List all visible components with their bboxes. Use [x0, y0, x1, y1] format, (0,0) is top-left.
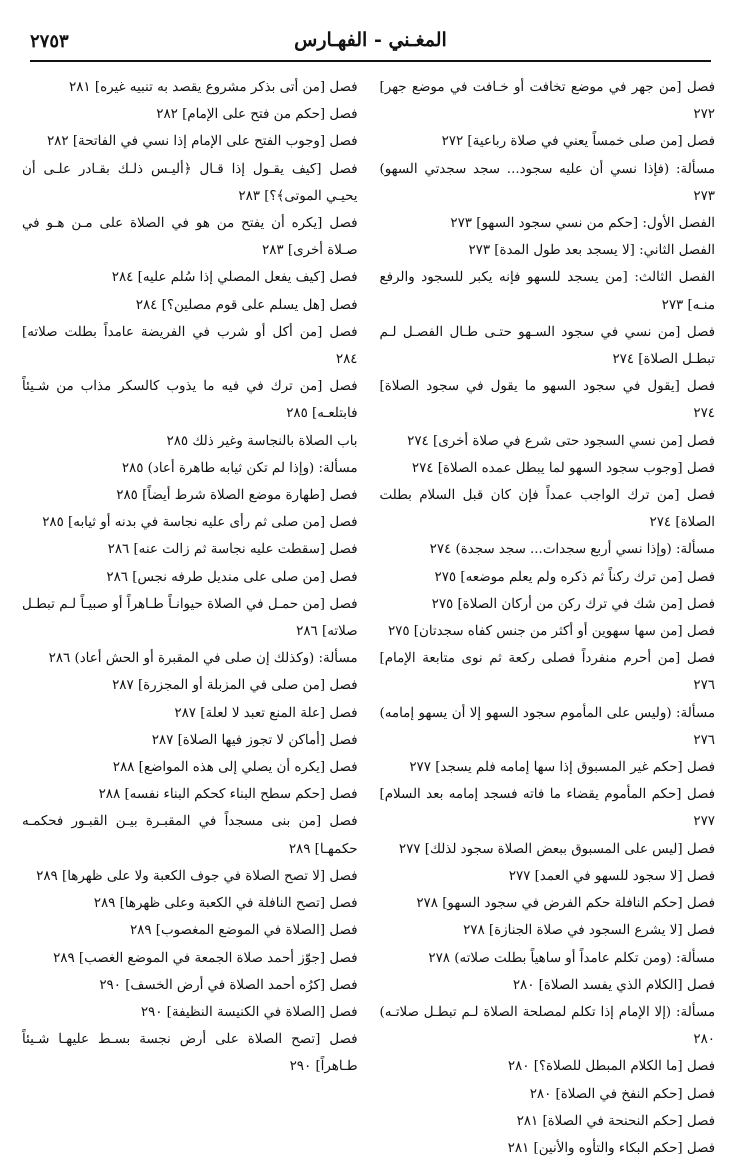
index-entry: فصل [من نسي في سجود السـهو حتـى طـال الفصـل لـم تبطـل الصلاة] ٢٧٤ [379, 324, 715, 368]
index-entry: فصل [حكم النافلة حكم الفرض في سجود السهو] ٢٧٨ [416, 896, 715, 912]
index-entry: فصل [حكم المأموم يقضاء ما فاته فسجد إمامه بعد السلام] ٢٧٧ [379, 787, 715, 830]
index-entry: فصل [وجوب الفتح على الإمام إذا نسي في الفاتحة] ٢٨٢ [46, 134, 358, 150]
index-entry: فصل [يكره أن يصلي إلى هذه المواضع] ٢٨٨ [112, 760, 358, 776]
index-entry: مسألة: (فإذا نسي أن عليه سجود... سجد سجدتي السهو) ٢٧٣ [379, 161, 715, 204]
index-entry: فصل [كرُه أحمد الصلاة في أرض الخسف] ٢٩٠ [99, 977, 358, 993]
index-entry: فصل [حكم من فتح على الإمام] ٢٨٢ [156, 107, 358, 123]
index-entry: فصل [لا يشرع السجود في صلاة الجنازة] ٢٧٨ [463, 923, 715, 939]
index-entry: مسألة: (إلا الإمام إذا تكلم لمصلحة الصلاة لـم تبطـل صلاتـه) ٢٨٠ [379, 1004, 715, 1048]
left-column [22, 74, 358, 1087]
index-entry: فصل [من ترك ركناً ثم ذكره ولم يعلم موضعه] ٢٧٥ [434, 569, 715, 585]
index-entry: باب الصلاة بالنجاسة وغير ذلك ٢٨٥ [166, 433, 358, 449]
index-entry: الفصل الأول: [حكم من نسي سجود السهو] ٢٧٣ [450, 216, 715, 232]
index-entry: فصل [جوّز أحمد صلاة الجمعة في الموضع الغصب] ٢٨٩ [53, 950, 358, 966]
index-entry: فصل [من حمـل في الصلاة حيوانـاً طـاهراً أو صبيـاً لـم تبطـل صلاته] ٢٨٦ [22, 596, 358, 640]
index-entry: فصل [أماكن لا تجوز فيها الصلاة] ٢٨٧ [151, 732, 358, 748]
running-head: المغـني - الفهـارس [294, 29, 447, 51]
index-entry: فصل [حكم النفخ في الصلاة] ٢٨٠ [529, 1086, 715, 1102]
index-entry: فصل [ما الكلام المبطل للصلاة؟] ٢٨٠ [507, 1059, 715, 1075]
index-entry: فصل [يقول في سجود السهو ما يقول في سجود الصلاة] ٢٧٤ [379, 379, 715, 422]
index-entry: فصل [حكم النحنحة في الصلاة] ٢٨١ [516, 1113, 715, 1129]
index-entry: فصل [وجوب سجود السهو لما يبطل عمده الصلاة] ٢٧٤ [411, 460, 715, 476]
index-entry: فصل [من ترك الواجب عمداً فإن كان قبل السلام بطلت الصلاة] ٢٧٤ [379, 488, 715, 531]
index-entry: فصل [من صلى على منديل طرفه نجس] ٢٨٦ [106, 569, 358, 585]
index-entry: فصل [من صلى في المزبلة أو المجزرة] ٢٨٧ [112, 678, 358, 694]
index-entry: فصل [من سها سهوين أو أكثر من جنس كفاه سجدتان] ٢٧٥ [387, 624, 715, 640]
index-entry: فصل [من صلى خمساً يعني في صلاة رباعية] ٢٧٢ [441, 134, 715, 150]
index-entry: فصل [سقطت عليه نجاسة ثم زالت عنه] ٢٨٦ [107, 542, 358, 558]
index-entry: فصل [يكره أن يفتح من هو في الصلاة على مـن هـو في صـلاة أخرى] ٢٨٣ [22, 216, 358, 259]
index-columns [22, 74, 715, 1156]
index-entry: مسألة: (وإذا نسي أربع سجدات... سجد سجدة) ٢٧٤ [429, 542, 715, 558]
page-header [30, 28, 711, 54]
index-entry: فصل [من أكل أو شرب في الفريضة عامداً بطلت صلاته] ٢٨٤ [22, 324, 358, 368]
index-entry: فصل [من أحرم منفرداً فصلى ركعة ثم نوى متابعة الإمام] ٢٧٦ [379, 651, 715, 694]
index-entry: فصل [حكم غير المسبوق إذا سها إمامه فلم يسجد] ٢٧٧ [409, 760, 715, 776]
index-entry: فصل [طهارة موضع الصلاة شرط أيضاً] ٢٨٥ [116, 488, 358, 504]
index-entry: الفصل الثالث: [من يسجد للسهو فإنه يكبر للسجود والرفع منـه] ٢٧٣ [379, 270, 715, 313]
index-entry: فصل [كيف يفعل المصلي إذا سُلم عليه] ٢٨٤ [111, 270, 358, 286]
index-entry: فصل [حكم سطح البناء كحكم البناء نفسه] ٢٨٨ [98, 787, 358, 803]
index-entry: فصل [لا سجود للسهو في العمد] ٢٧٧ [508, 868, 715, 884]
page-number: ٢٧٥٣ [30, 31, 69, 52]
index-entry: فصل [من أتى بذكر مشروع يقصد به تنبيه غيره] ٢٨١ [69, 80, 358, 95]
index-entry: مسألة: (وكذلك إن صلى في المقبرة أو الحش أعاد) ٢٨٦ [48, 651, 358, 667]
right-column [379, 74, 716, 1156]
index-entry: فصل [تصح النافلة في الكعبة وعلى ظهرها] ٢٨٩ [93, 896, 358, 912]
index-entry: فصل [ليس على المسبوق ببعض الصلاة سجود لذلك] ٢٧٧ [398, 841, 715, 857]
index-entry: فصل [من صلى ثم رأى عليه نجاسة في بدنه أو ثيابه] ٢٨٥ [42, 515, 358, 531]
index-entry: فصل [من شك في ترك ركن من أركان الصلاة] ٢٧٥ [431, 596, 715, 612]
index-entry: الفصل الثاني: [لا يسجد بعد طول المدة] ٢٧٣ [468, 243, 715, 259]
header-rule [30, 60, 711, 62]
index-entry: فصل [الصلاة في الكنيسة النظيفة] ٢٩٠ [140, 1004, 358, 1020]
index-entry: فصل [من نسي السجود حتى شرع في صلاة أخرى] ٢٧٤ [407, 433, 715, 449]
index-entry: فصل [لا تصح الصلاة في جوف الكعبة ولا على ظهرها] ٢٨٩ [36, 868, 358, 884]
index-entry: فصل [الكلام الذي يفسد الصلاة] ٢٨٠ [512, 977, 715, 993]
index-entry: مسألة: (وليس على المأموم سجود السهو إلا أن يسهو إمامه) ٢٧٦ [379, 705, 715, 748]
index-entry: فصل [تصح الصلاة على أرض نجسة بسـط عليهـا شـيئاً طـاهراً] ٢٩٠ [22, 1032, 358, 1075]
index-entry: مسألة: (وإذا لم تكن ثيابه طاهرة أعاد) ٢٨٥ [121, 460, 358, 476]
index-entry: فصل [كيف يقـول إذا قـال ﴿أليـس ذلـك بقـادر علـى أن يحيـي الموتى﴾؟] ٢٨٣ [22, 161, 358, 204]
index-entry: فصل [حكم البكاء والتأوه والأنين] ٢٨١ [507, 1140, 715, 1156]
index-entry: فصل [من جهر في موضع تخافت أو خـافت في موضع جهر] ٢٧٢ [379, 80, 715, 123]
index-entry: فصل [من بنى مسجداً في المقبـرة بيـن القبـور فحكمـه حكمهـا] ٢٨٩ [22, 814, 358, 857]
index-entry: فصل [علة المنع تعبد لا لعلة] ٢٨٧ [174, 705, 358, 721]
index-entry: فصل [هل يسلم على قوم مصلين؟] ٢٨٤ [135, 297, 358, 313]
index-entry: فصل [الصلاة في الموضع المغصوب] ٢٨٩ [129, 923, 358, 939]
index-entry: مسألة: (ومن تكلم عامداً أو ساهياً بطلت صلاته) ٢٧٨ [428, 950, 715, 966]
index-entry: فصل [من ترك في فيه ما يذوب كالسكر مذاب من شـيئاً فابتلعـه] ٢٨٥ [22, 379, 358, 422]
